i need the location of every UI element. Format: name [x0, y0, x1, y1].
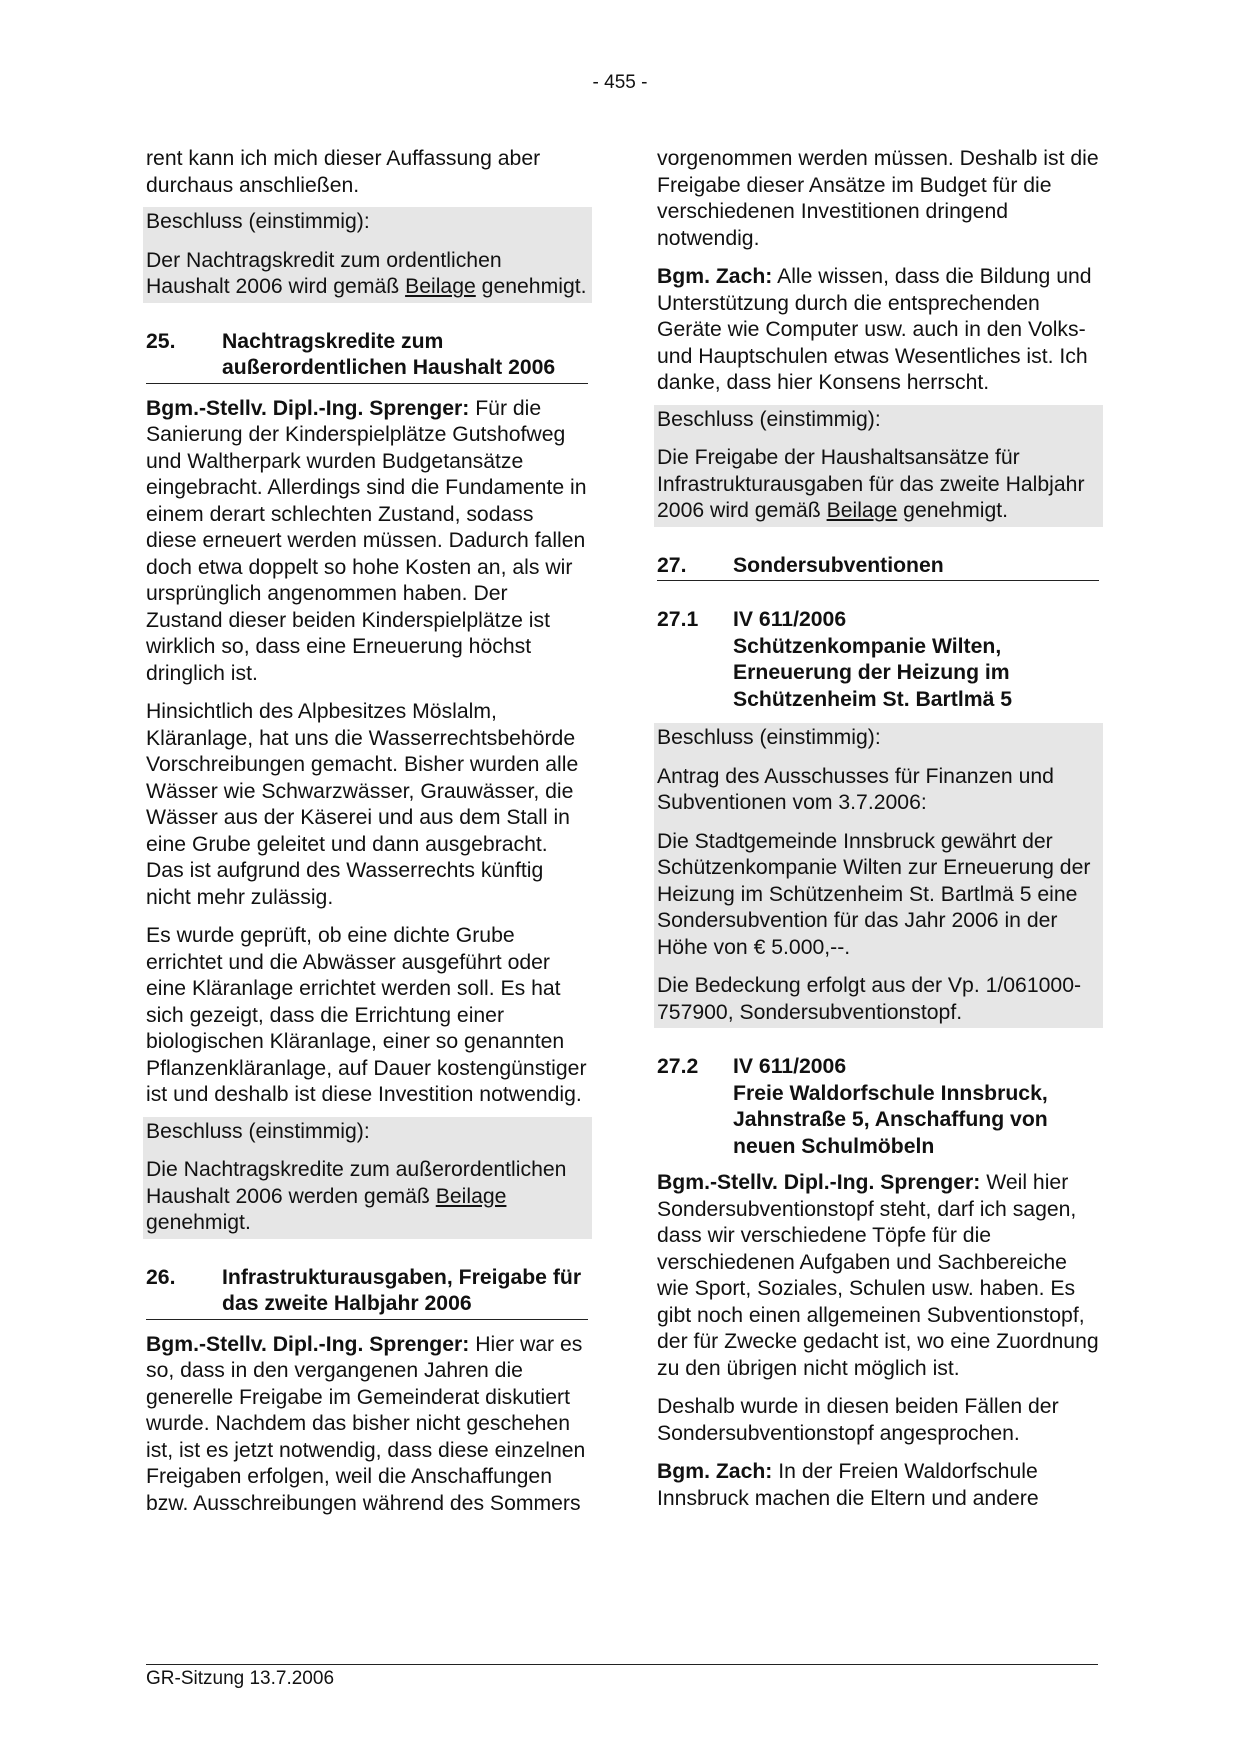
speech-text: Weil hier Sondersubventionstopf steht, darf ich sagen, dass wir verschiedene Töpfe für die verschiedenen Aufgaben und Sachbereiche wie Sport, Soziales, Schulen usw. haben. Es gibt noch einen allgemeinen Subventionstopf, der für Zwecke gedacht ist, wo eine Zuordnung zu den übrigen nicht möglich ist. [657, 1171, 1099, 1380]
beilage-link[interactable]: Beilage [826, 499, 898, 522]
speech-paragraph [657, 264, 1099, 397]
resolution-text [146, 248, 588, 301]
body-paragraph: Deshalb wurde in diesen beiden Fällen der Sondersubventionstopf angesprochen. [657, 1395, 1059, 1445]
speaker-name: Bgm. Zach: [657, 1460, 773, 1483]
page-number: - 455 - [592, 72, 648, 93]
resolution-box-2 [143, 1117, 592, 1239]
resolution-text: Antrag des Ausschusses für Finanzen und Subventionen vom 3.7.2006: [657, 764, 1054, 814]
beilage-link[interactable]: Beilage [405, 275, 476, 298]
subsection-title-line: Schützenheim St. Bartlmä 5 [733, 687, 1013, 711]
subsection-heading-27-1 [657, 607, 1099, 713]
section-heading-25 [146, 329, 588, 384]
footer-divider [146, 1664, 1098, 1665]
section-number: 26. [146, 1265, 176, 1289]
subsection-title-line: Freie Waldorfschule Innsbruck, [733, 1081, 1048, 1105]
speech-text: Alle wissen, dass die Bildung und Unterstützung durch die entsprechenden Geräte wie Computer usw. auch in den Volks- und Hauptschulen etwas Wesentliches ist. Ich danke, dass hier Konsens herrscht. [657, 265, 1092, 394]
section-title: Infrastrukturausgaben, Freigabe für das zweite Halbjahr 2006 [222, 1265, 582, 1315]
resolution-label: Beschluss (einstimmig): [146, 1119, 370, 1143]
subsection-title-line: neuen Schulmöbeln [733, 1134, 935, 1158]
subsection-number: 27.1 [657, 608, 699, 631]
resolution-text: Die Bedeckung erfolgt aus der Vp. 1/061000-757900, Sondersubventionstopf. [657, 974, 1082, 1024]
body-paragraph: vorgenommen werden müssen. Deshalb ist die Freigabe dieser Ansätze im Budget für die verschiedenen Investitionen dringend notwendig. [657, 147, 1099, 250]
resolution-box-3 [654, 405, 1103, 527]
beilage-link[interactable]: Beilage [435, 1184, 507, 1208]
resolution-text: Die Stadtgemeinde Innsbruck gewährt der Schützenkompanie Wilten zur Erneuerung der Heizung im Schützenheim St. Bartlmä 5 eine Sondersubvention für das Jahr 2006 in der Höhe von € 5.000,--. [657, 829, 1091, 959]
subsection-title [733, 607, 1099, 713]
speaker-name: Bgm.-Stellv. Dipl.-Ing. Sprenger: [146, 396, 470, 420]
right-column [657, 146, 1099, 1524]
resolution-text-part: genehmigt. [475, 275, 587, 298]
resolution-label: Beschluss (einstimmig): [146, 210, 370, 233]
resolution-box-1 [143, 207, 592, 303]
resolution-label: Beschluss (einstimmig): [657, 407, 881, 431]
resolution-text [146, 1157, 588, 1237]
resolution-text-part: Die Nachtragskredite zum außerordentlichen Haushalt 2006 werden gemäß [146, 1158, 567, 1208]
body-paragraph: Es wurde geprüft, ob eine dichte Grube errichtet und die Abwässer ausgeführt oder eine Kläranlage errichtet werden soll. Es hat sich gezeigt, dass die Errichtung einer biologischen Kläranlage, einer so genannten Pflanzenkläranlage, auf Dauer kostengünstiger ist und deshalb ist diese Investition notwendig. [146, 924, 587, 1106]
section-title: Sondersubventionen [733, 553, 944, 577]
resolution-text-part: genehmigt. [897, 499, 1008, 522]
speaker-name: Bgm.-Stellv. Dipl.-Ing. Sprenger: [146, 1332, 470, 1356]
subsection-number: 27.2 [657, 1055, 699, 1078]
speech-paragraph [146, 1332, 588, 1518]
resolution-text [657, 445, 1099, 525]
section-heading-27 [657, 553, 1099, 582]
speech-text: In der Freien Waldorfschule Innsbruck machen die Eltern und andere [657, 1460, 1039, 1510]
speaker-name: Bgm. Zach: [657, 265, 773, 288]
subsection-title-line: IV 611/2006 [733, 1055, 847, 1078]
subsection-title-line: Schützenkompanie Wilten, [733, 634, 1002, 658]
subsection-title [733, 1054, 1099, 1160]
section-number: 25. [146, 329, 176, 353]
resolution-label: Beschluss (einstimmig): [657, 726, 881, 749]
body-paragraph: Hinsichtlich des Alpbesitzes Möslalm, Kläranlage, hat uns die Wasserrechtsbehörde Vorschreibungen gemacht. Bisher wurden alle Wässer wie Schwarzwässer, Grauwässer, die Wässer aus der Käserei und aus dem Stall in eine Grube geleitet und dann ausgebracht. Das ist aufgrund des Wasserrechts künftig nicht mehr zulässig. [146, 700, 579, 909]
speech-paragraph [657, 1170, 1099, 1382]
subsection-title-line: Erneuerung der Heizung im [733, 661, 1010, 684]
subsection-title-line: Jahnstraße 5, Anschaffung von [733, 1108, 1048, 1131]
speech-paragraph [657, 1459, 1099, 1512]
section-number: 27. [657, 553, 687, 577]
speech-text: Für die Sanierung der Kinderspielplätze Gutshofweg und Waltherpark wurden Budgetansätze eingebracht. Allerdings sind die Fundamente in einem derart schlechten Zustand, sodass diese erneuert werden müssen. Dadurch fallen doch etwa doppelt so hohe Kosten an, als wir ursprünglich angenommen haben. Der Zustand dieser beiden Kinderspielplätze ist wirklich so, dass eine Erneuerung höchst dringlich ist. [146, 396, 587, 685]
resolution-text-part: Der Nachtragskredit zum ordentlichen Haushalt 2006 wird gemäß [146, 248, 502, 298]
section-title: Nachtragskredite zum außerordentlichen Haushalt 2006 [222, 329, 556, 379]
resolution-box-4 [654, 723, 1103, 1028]
speech-text: Hier war es so, dass in den vergangenen Jahren die generelle Freigabe im Gemeinderat diskutiert wurde. Nachdem das bisher nicht geschehen ist, ist es jetzt notwendig, dass diese einzelnen Freigaben erfolgen, weil die Anschaffungen bzw. Ausschreibungen während des Sommers [146, 1332, 586, 1515]
subsection-heading-27-2 [657, 1054, 1099, 1160]
section-heading-26 [146, 1265, 588, 1320]
speaker-name: Bgm.-Stellv. Dipl.-Ing. Sprenger: [657, 1171, 981, 1194]
resolution-text-part: Die Freigabe der Haushaltsansätze für Infrastrukturausgaben für das zweite Halbjahr 2006 wird gemäß [657, 446, 1085, 522]
resolution-text-part: genehmigt. [146, 1211, 251, 1234]
subsection-title-line: IV 611/2006 [733, 608, 847, 631]
speech-paragraph [146, 396, 588, 688]
intro-paragraph: rent kann ich mich dieser Auffassung aber durchaus anschließen. [146, 147, 541, 197]
footer-text: GR-Sitzung 13.7.2006 [146, 1668, 335, 1689]
left-column [146, 146, 588, 1529]
